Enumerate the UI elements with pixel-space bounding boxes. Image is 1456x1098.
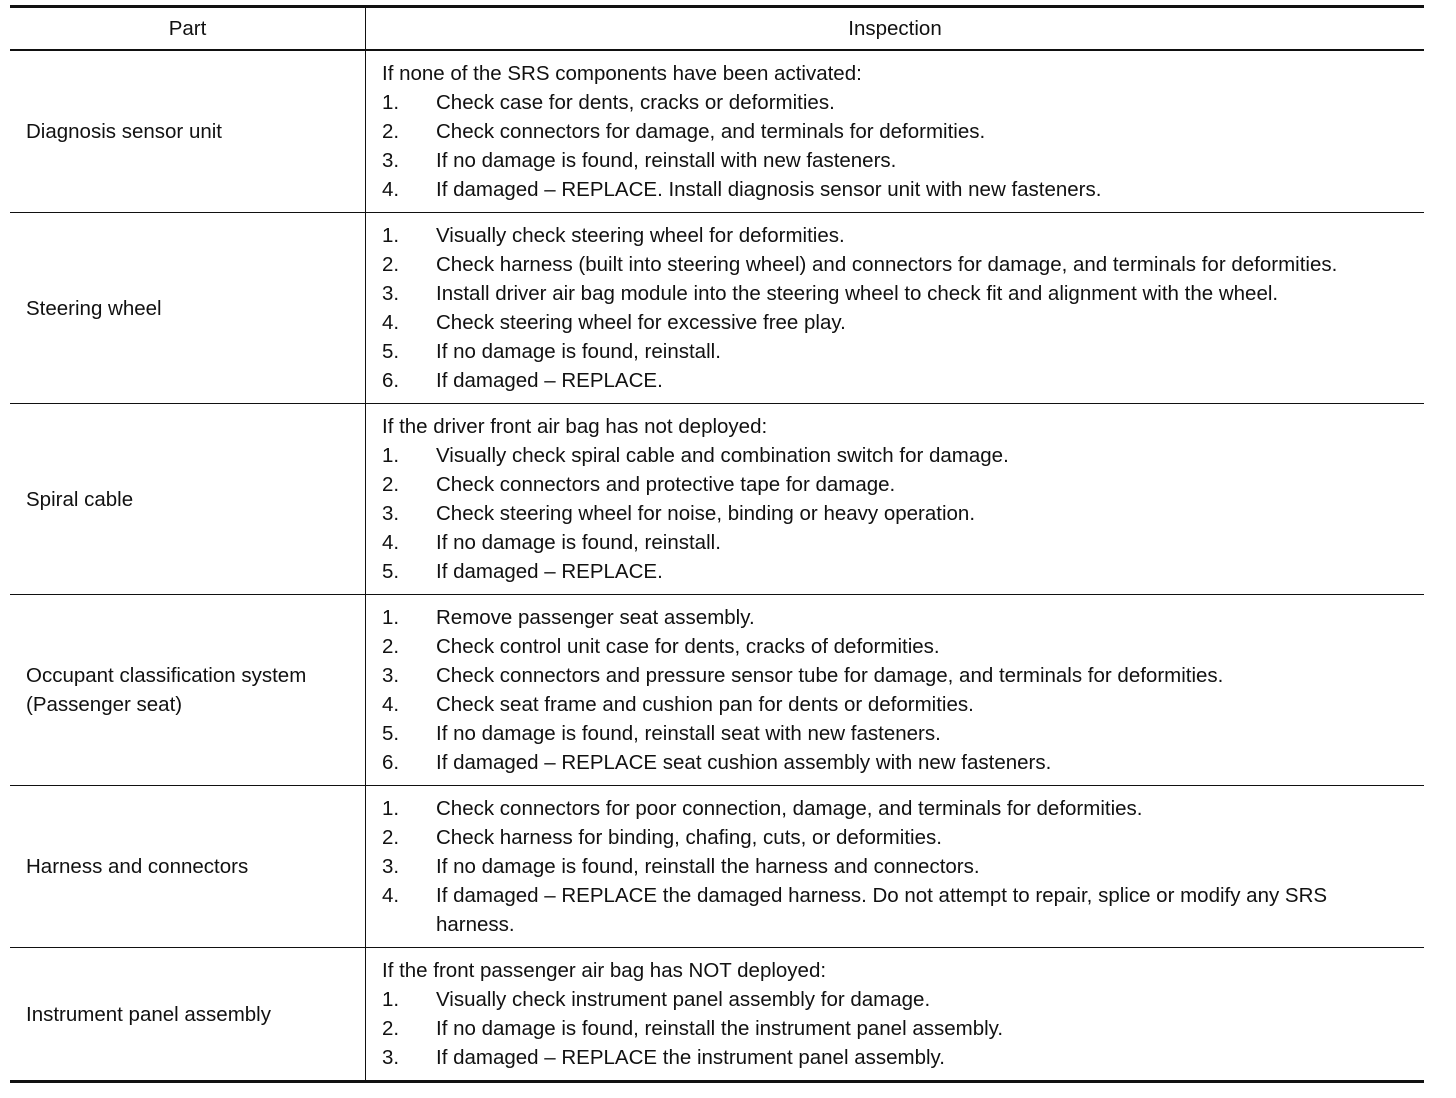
step-text: If no damage is found, reinstall seat with new fasteners. <box>436 722 941 745</box>
step-number: 2. <box>382 1017 400 1040</box>
step-number: 1. <box>382 988 400 1011</box>
inspection-cell <box>366 51 1424 212</box>
inspection-step <box>382 748 1410 777</box>
step-text: Remove passenger seat assembly. <box>436 606 755 629</box>
inspection-step <box>382 308 1410 337</box>
step-text: Check connectors and protective tape for damage. <box>436 473 896 496</box>
inspection-step <box>382 1043 1410 1072</box>
inspection-step <box>382 603 1410 632</box>
inspection-step <box>382 557 1410 586</box>
step-number: 2. <box>382 253 400 276</box>
inspection-step <box>382 985 1410 1014</box>
inspection-step <box>382 279 1410 308</box>
step-text: Check harness for binding, chafing, cuts, or deformities. <box>436 826 942 849</box>
step-number: 5. <box>382 722 400 745</box>
step-text: If damaged – REPLACE the instrument panel assembly. <box>436 1046 945 1069</box>
step-number: 1. <box>382 224 400 247</box>
step-number: 1. <box>382 606 400 629</box>
step-number: 4. <box>382 884 400 907</box>
inspection-step <box>382 823 1410 852</box>
step-text: Install driver air bag module into the steering wheel to check fit and alignment with the wheel. <box>436 282 1279 305</box>
inspection-step <box>382 146 1410 175</box>
step-number: 3. <box>382 855 400 878</box>
step-text: If damaged – REPLACE. <box>436 560 663 583</box>
table-row <box>10 948 1424 1080</box>
inspection-step <box>382 366 1410 395</box>
step-text: If damaged – REPLACE. Install diagnosis sensor unit with new fasteners. <box>436 178 1102 201</box>
step-text: Check seat frame and cushion pan for dents or deformities. <box>436 693 974 716</box>
header-inspection: Inspection <box>848 17 942 40</box>
part-cell: Harness and connectors <box>10 786 366 947</box>
step-number: 4. <box>382 311 400 334</box>
step-number: 3. <box>382 1046 400 1069</box>
step-text: Check steering wheel for noise, binding or heavy operation. <box>436 502 976 525</box>
step-text: Check connectors for damage, and terminals for deformities. <box>436 120 986 143</box>
step-number: 4. <box>382 531 400 554</box>
step-text: Check control unit case for dents, cracks of deformities. <box>436 635 940 658</box>
inspection-intro: If the front passenger air bag has NOT deployed: <box>382 959 827 982</box>
step-number: 5. <box>382 340 400 363</box>
step-number: 3. <box>382 502 400 525</box>
step-number: 2. <box>382 826 400 849</box>
step-text: If no damage is found, reinstall. <box>436 340 721 363</box>
step-text: Visually check spiral cable and combination switch for damage. <box>436 444 1009 467</box>
step-text: Check steering wheel for excessive free play. <box>436 311 846 334</box>
inspection-step <box>382 528 1410 557</box>
inspection-cell <box>366 404 1424 594</box>
inspection-step <box>382 719 1410 748</box>
step-number: 6. <box>382 369 400 392</box>
inspection-intro: If the driver front air bag has not deployed: <box>382 415 768 438</box>
step-text: If damaged – REPLACE seat cushion assembly with new fasteners. <box>436 751 1052 774</box>
header-part: Part <box>10 8 366 49</box>
step-text: Check connectors and pressure sensor tube for damage, and terminals for deformities. <box>436 664 1224 687</box>
inspection-step <box>382 881 1410 939</box>
inspection-step <box>382 88 1410 117</box>
step-text: Check harness (built into steering wheel) and connectors for damage, and terminals for deformities. <box>436 253 1338 276</box>
part-cell: Steering wheel <box>10 213 366 403</box>
inspection-cell <box>366 595 1424 785</box>
inspection-step <box>382 1014 1410 1043</box>
step-number: 4. <box>382 693 400 716</box>
step-number: 1. <box>382 444 400 467</box>
inspection-step <box>382 441 1410 470</box>
step-text: Check connectors for poor connection, damage, and terminals for deformities. <box>436 797 1143 820</box>
inspection-cell <box>366 786 1424 947</box>
step-text: If no damage is found, reinstall the harness and connectors. <box>436 855 980 878</box>
step-number: 5. <box>382 560 400 583</box>
step-text: If no damage is found, reinstall. <box>436 531 721 554</box>
step-text: Check case for dents, cracks or deformities. <box>436 91 835 114</box>
table-row <box>10 213 1424 404</box>
step-number: 2. <box>382 120 400 143</box>
inspection-step <box>382 117 1410 146</box>
table-row <box>10 404 1424 595</box>
inspection-step <box>382 852 1410 881</box>
step-number: 3. <box>382 282 400 305</box>
table-header-row <box>10 8 1424 51</box>
inspection-step <box>382 632 1410 661</box>
step-number: 1. <box>382 91 400 114</box>
inspection-table <box>10 5 1424 1083</box>
step-number: 2. <box>382 635 400 658</box>
inspection-cell <box>366 213 1424 403</box>
step-number: 3. <box>382 664 400 687</box>
part-cell: Diagnosis sensor unit <box>10 51 366 212</box>
step-text: If no damage is found, reinstall the instrument panel assembly. <box>436 1017 1004 1040</box>
inspection-step <box>382 690 1410 719</box>
step-text: Visually check steering wheel for deformities. <box>436 224 845 247</box>
inspection-step <box>382 499 1410 528</box>
step-text: If no damage is found, reinstall with new fasteners. <box>436 149 897 172</box>
part-cell: Instrument panel assembly <box>10 948 366 1080</box>
table-row <box>10 786 1424 948</box>
table-row <box>10 595 1424 786</box>
step-text: If damaged – REPLACE the damaged harness. Do not attempt to repair, splice or modify any SRS harness. <box>436 884 1328 936</box>
inspection-step <box>382 470 1410 499</box>
step-number: 2. <box>382 473 400 496</box>
inspection-step <box>382 794 1410 823</box>
inspection-intro: If none of the SRS components have been activated: <box>382 62 862 85</box>
inspection-step <box>382 221 1410 250</box>
inspection-step <box>382 661 1410 690</box>
step-number: 3. <box>382 149 400 172</box>
step-number: 1. <box>382 797 400 820</box>
inspection-step <box>382 175 1410 204</box>
part-cell: Spiral cable <box>10 404 366 594</box>
step-number: 4. <box>382 178 400 201</box>
inspection-cell <box>366 948 1424 1080</box>
step-text: Visually check instrument panel assembly for damage. <box>436 988 931 1011</box>
step-number: 6. <box>382 751 400 774</box>
inspection-step <box>382 337 1410 366</box>
inspection-step <box>382 250 1410 279</box>
table-row <box>10 51 1424 213</box>
step-text: If damaged – REPLACE. <box>436 369 663 392</box>
part-cell: Occupant classification system (Passenger seat) <box>10 595 366 785</box>
